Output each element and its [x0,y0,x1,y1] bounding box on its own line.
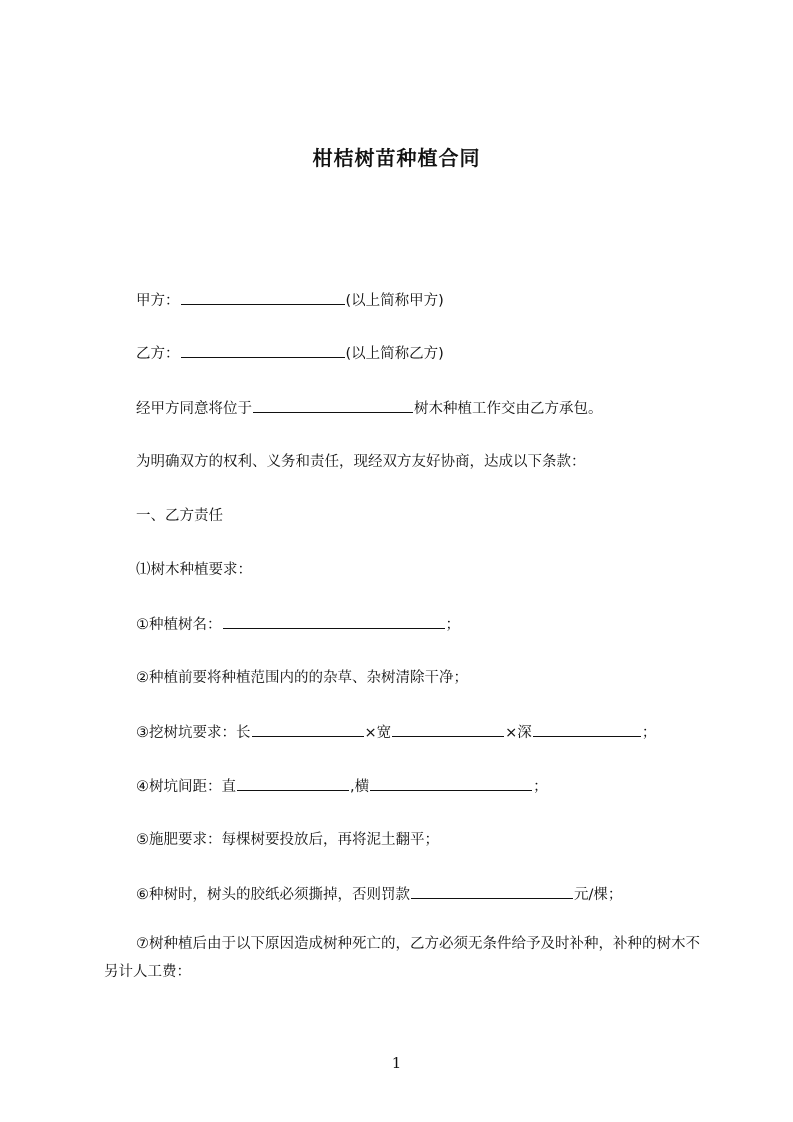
requirement-clearing: ②种植前要将种植范围内的的杂草、杂树清除干净； [136,670,468,686]
party-a-line [136,289,444,312]
spacing-horizontal-blank[interactable] [370,775,532,791]
tree-name-suffix: ； [445,617,460,633]
party-b-label: 乙方： [136,346,180,362]
party-a-blank[interactable] [181,289,345,305]
penalty-blank[interactable] [411,883,573,899]
requirement-spacing [136,775,548,798]
location-prefix: 经甲方同意将位于 [136,401,252,417]
penalty-suffix: 元/棵； [574,887,623,903]
spacing-horizontal-label: ,横 [350,779,370,795]
party-b-suffix: (以上简称乙方) [345,346,444,362]
tree-name-blank[interactable] [223,613,445,629]
pit-depth-blank[interactable] [533,721,641,737]
location-suffix: 树木种植工作交由乙方承包。 [414,401,603,417]
requirement-tree-name [136,613,460,636]
page-number: 1 [391,1054,402,1072]
party-b-line [136,342,444,365]
page-title: 柑桔树苗种植合同 [312,146,481,170]
pit-size-suffix: ； [641,725,657,741]
spacing-vertical-label: ④树坑间距：直 [136,779,236,795]
requirement-replanting: ⑦树种植后由于以下原因造成树种死亡的，乙方必须无条件给予及时补种，补种的树木不另计人工费： [104,936,700,980]
penalty-label: ⑥种树时，树头的胶纸必须撕掉，否则罚款 [136,887,410,903]
pit-length-label: ③挖树坑要求：长 [136,725,251,741]
party-b-blank[interactable] [181,342,345,358]
item-heading: ⑴树木种植要求： [136,562,252,578]
location-line [136,397,603,420]
section-heading: 一、乙方责任 [136,508,223,524]
pit-width-blank[interactable] [392,721,504,737]
requirement-penalty [136,883,622,906]
pit-length-blank[interactable] [252,721,364,737]
pit-depth-label: ×深 [505,725,532,741]
spacing-vertical-blank[interactable] [237,775,349,791]
party-a-suffix: (以上简称甲方) [345,293,444,309]
location-blank[interactable] [253,397,413,413]
pit-width-label: ×宽 [364,725,392,741]
tree-name-label: ①种植树名： [136,617,222,633]
party-a-label: 甲方： [136,293,180,309]
purpose-line: 为明确双方的权利、义务和责任，现经双方友好协商，达成以下条款： [136,454,586,470]
spacing-suffix: ； [533,779,548,795]
requirement-pit-size [136,721,656,744]
requirement-fertilizer: ⑤施肥要求：每棵树要投放后，再将泥土翻平； [136,832,439,848]
